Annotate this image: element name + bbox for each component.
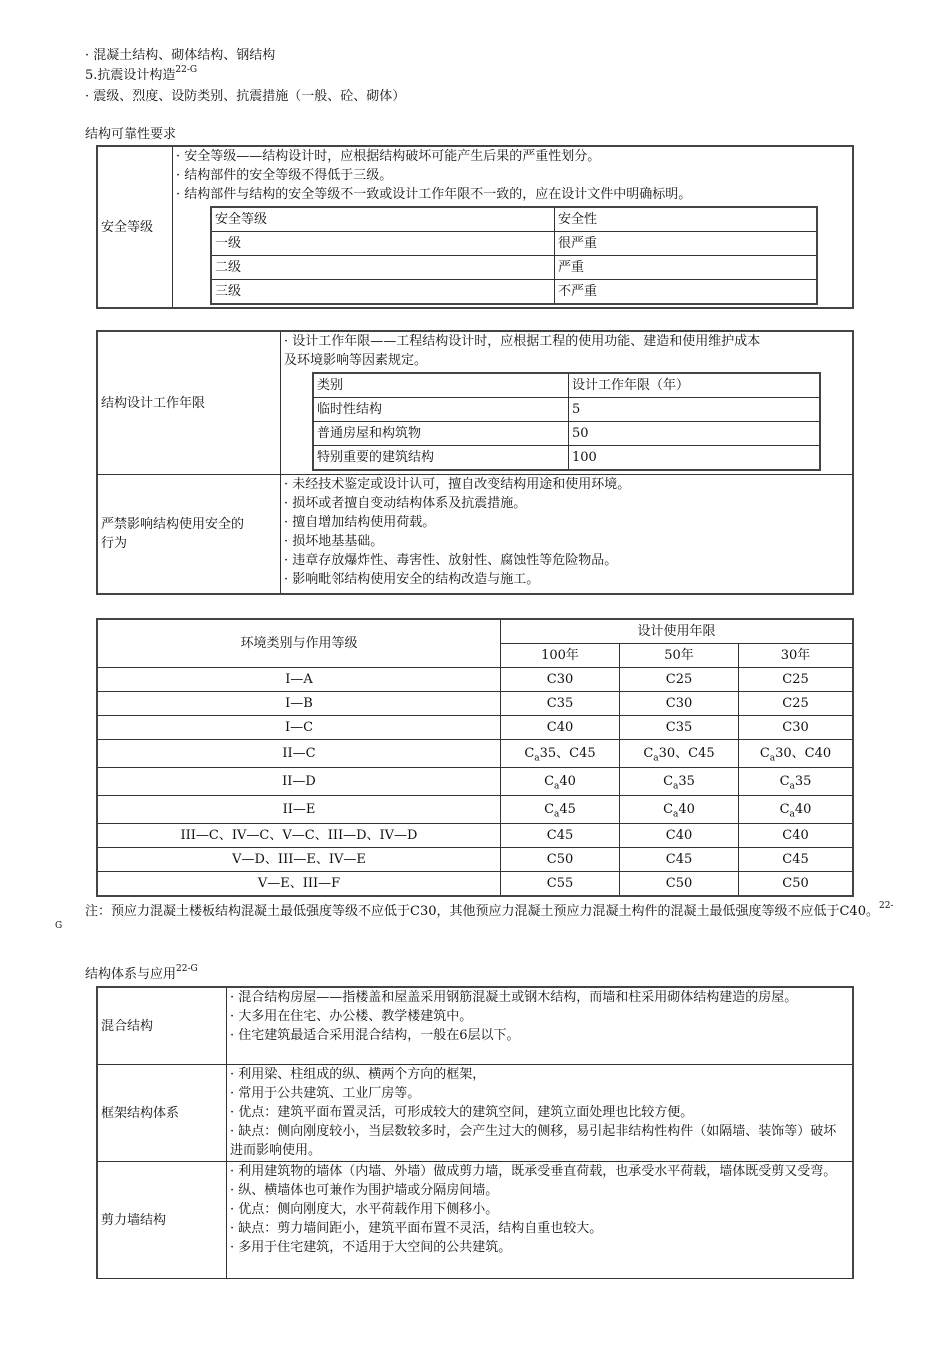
safety-bullet: · 结构部件的安全等级不得低于三级。 [176,168,393,183]
system-bullet: · 优点：侧向刚度大，水平荷载作用下侧移小。 [230,1202,499,1217]
design-life-table [312,372,821,471]
table-row [97,824,853,848]
table-row [211,232,817,256]
system-bullet: · 利用梁、柱组成的纵、横两个方向的框架， [230,1067,486,1082]
grade-cell [620,796,739,824]
grade-subscript: a [673,809,679,820]
grade-cell [739,796,854,824]
environment-note [55,902,895,942]
environment-note-text: 注：预应力混凝土楼板结构混凝土最低强度等级不应低于C30，其他预应力混凝土预应力混凝土构件的混凝土最低强度等级不应低于C40。 [85,904,879,919]
design-life-box [96,330,854,595]
safety-bullet: · 结构部件与结构的安全等级不一致或设计工作年限不一致的，应在设计文件中明确标明。 [176,187,692,202]
env-category: II—E [97,796,501,824]
system-bullet: · 利用建筑物的墙体（内墙、外墙）做成剪力墙，既承受垂直荷载，也承受水平荷载，墙体既受剪又受弯。 [230,1164,837,1179]
grade-prefix: C [779,774,790,789]
grade-prefix: C [544,774,555,789]
grade-prefix: C [663,802,674,817]
reliability-heading: 结构可靠性要求 [85,127,177,142]
safety-bullet: · 安全等级——结构设计时，应根据结构破坏可能产生后果的严重性划分。 [176,149,601,164]
intro-line-3: · 震级、烈度、设防类别、抗震措施（一般、砼、砌体） [85,89,406,104]
grade-cell: C35 [501,692,620,716]
system-bullet: · 缺点：侧向刚度较小，当层数较多时，会产生过大的侧移，易引起非结构性构件（如隔墙、装饰等）破坏进而影响使用。 [230,1124,837,1158]
year-header: 50年 [620,644,739,668]
prohibited-bullet: · 损坏或者擅自变动结构体系及抗震措施。 [284,496,527,511]
safety-grade-box [96,145,854,309]
env-category: III—C、IV—C、V—C、III—D、IV—D [97,824,501,848]
grade-cell: C50 [739,872,854,897]
table-row [97,848,853,872]
grade-cell: C30 [501,668,620,692]
grade-cell: C40 [739,824,854,848]
grade-cell: C45 [739,848,854,872]
header-cell: 类别 [313,373,569,398]
grade-cell: C35 [620,716,739,740]
grade-cell: C45 [501,824,620,848]
safety-grade-table [210,206,818,305]
design-life-label: 结构设计工作年限 [97,331,281,475]
table-row [97,872,853,897]
intro-line-1: · 混凝土结构、砌体结构、钢结构 [85,48,276,63]
grade-value: 35、C45 [539,746,596,761]
table-cell: 一级 [211,232,555,256]
grade-cell [739,740,854,768]
grade-cell: C25 [739,692,854,716]
table-row [97,768,853,796]
grade-subscript: a [673,781,679,792]
grade-cell: C55 [501,872,620,897]
system-bullet: · 住宅建筑最适合采用混合结构，一般在6层以下。 [230,1028,520,1043]
env-category: II—C [97,740,501,768]
systems-heading [85,965,198,984]
grade-cell: C30 [620,692,739,716]
grade-cell: C45 [620,848,739,872]
grade-cell [620,740,739,768]
intro-line-2-text: 5.抗震设计构造 [85,68,176,83]
environment-table-box [96,618,854,897]
grade-prefix: C [779,802,790,817]
table-cell: 普通房屋和构筑物 [313,422,569,446]
table-row [97,1162,853,1279]
system-bullet: · 优点：建筑平面布置灵活，可形成较大的建筑空间，建筑立面处理也比较方便。 [230,1105,694,1120]
system-bullet: · 常用于公共建筑、工业厂房等。 [230,1086,421,1101]
grade-cell: C50 [620,872,739,897]
table-row [313,373,820,398]
grade-prefix: C [643,746,654,761]
system-bullet: · 缺点：剪力墙间距小，建筑平面布置不灵活，结构自重也较大。 [230,1221,603,1236]
design-life-content [281,331,854,475]
grade-value: 40 [559,774,576,789]
table-cell: 5 [569,398,821,422]
table-row [211,280,817,305]
system-bullet: · 纵、横墙体也可兼作为围护墙或分隔房间墙。 [230,1183,499,1198]
system-bullet: · 大多用在住宅、办公楼、教学楼建筑中。 [230,1009,473,1024]
env-category: II—D [97,768,501,796]
table-cell: 不严重 [555,280,818,305]
prohibited-label-2: 行为 [101,536,128,551]
grade-prefix: C [524,746,535,761]
table-cell: 临时性结构 [313,398,569,422]
grade-cell [501,768,620,796]
system-content [227,1065,854,1162]
intro-line-2 [85,66,197,85]
grade-subscript: a [789,809,795,820]
design-life-desc-1: · 设计工作年限——工程结构设计时，应根据工程的使用功能、建造和使用维护成本 [284,334,761,349]
grade-cell: C40 [501,716,620,740]
system-label: 框架结构体系 [97,1065,227,1162]
table-cell: 二级 [211,256,555,280]
table-row [211,256,817,280]
env-category-header: 环境类别与作用等级 [97,619,501,668]
system-content [227,987,854,1065]
grade-cell: C25 [739,668,854,692]
grade-value: 30、C40 [775,746,832,761]
safety-label: 安全等级 [97,146,173,308]
design-life-desc-2: 及环境影响等因素规定。 [284,353,428,368]
table-row [97,987,853,1065]
table-cell: 100 [569,446,821,471]
environment-note-sup: 22-G [55,900,894,931]
grade-subscript: a [554,781,560,792]
table-row [313,422,820,446]
table-row [97,692,853,716]
prohibited-bullet: · 影响毗邻结构使用安全的结构改造与施工。 [284,572,540,587]
prohibited-bullet: · 擅自增加结构使用荷载。 [284,515,436,530]
systems-heading-text: 结构体系与应用 [85,967,177,982]
table-row [97,668,853,692]
table-cell: 很严重 [555,232,818,256]
year-header: 100年 [501,644,620,668]
header-cell: 设计工作年限（年） [569,373,821,398]
prohibited-label-1: 严禁影响结构使用安全的 [101,517,245,532]
env-category: I—A [97,668,501,692]
prohibited-bullet: · 未经技术鉴定或设计认可，擅自改变结构用途和使用环境。 [284,477,631,492]
grade-value: 35 [794,774,812,789]
system-bullet: · 混合结构房屋——指楼盖和屋盖采用钢筋混凝土或钢木结构，而墙和柱采用砌体结构建造的房屋。 [230,990,798,1005]
grade-value: 40 [678,802,695,817]
table-row [97,740,853,768]
grade-subscript: a [653,753,659,764]
prohibited-bullet: · 损坏地基基础。 [284,534,384,549]
table-row [97,716,853,740]
header-cell: 安全性 [555,207,818,232]
table-cell: 严重 [555,256,818,280]
grade-cell: C30 [739,716,854,740]
year-header: 30年 [739,644,854,668]
env-category: V—D、III—E、IV—E [97,848,501,872]
table-row [313,398,820,422]
grade-subscript: a [789,781,795,792]
table-cell: 三级 [211,280,555,305]
system-content [227,1162,854,1279]
system-label: 剪力墙结构 [97,1162,227,1279]
table-row [97,619,853,644]
env-category: I—B [97,692,501,716]
prohibited-content [281,475,854,595]
structural-systems-box [96,986,854,1298]
design-life-group-header: 设计使用年限 [501,619,854,644]
table-cell: 50 [569,422,821,446]
system-label: 混合结构 [97,987,227,1065]
safety-content [173,146,854,308]
grade-cell [501,740,620,768]
systems-heading-sup: 22-G [176,963,198,974]
grade-prefix: C [663,774,674,789]
grade-cell: C25 [620,668,739,692]
prohibited-label [97,475,281,595]
grade-cell: C40 [620,824,739,848]
prohibited-bullet: · 违章存放爆炸性、毒害性、放射性、腐蚀性等危险物品。 [284,553,618,568]
table-row [211,207,817,232]
grade-value: 30、C45 [658,746,715,761]
env-category: I—C [97,716,501,740]
table-cell: 特别重要的建筑结构 [313,446,569,471]
table-row [97,796,853,824]
grade-subscript: a [769,753,776,764]
grade-subscript: a [534,753,540,764]
header-cell: 安全等级 [211,207,555,232]
grade-value: 40 [794,802,812,817]
grade-value: 45 [559,802,576,817]
environment-table [96,618,854,897]
table-row [97,1065,853,1162]
grade-cell [620,768,739,796]
grade-prefix: C [544,802,555,817]
grade-cell [739,768,854,796]
intro-line-2-sup: 22-G [175,64,198,75]
system-bullet: · 多用于住宅建筑，不适用于大空间的公共建筑。 [230,1240,512,1255]
grade-prefix: C [759,746,770,761]
grade-cell [501,796,620,824]
grade-subscript: a [554,809,560,820]
grade-cell: C50 [501,848,620,872]
table-row [313,446,820,471]
grade-value: 35 [678,774,695,789]
env-category: V—E、III—F [97,872,501,897]
